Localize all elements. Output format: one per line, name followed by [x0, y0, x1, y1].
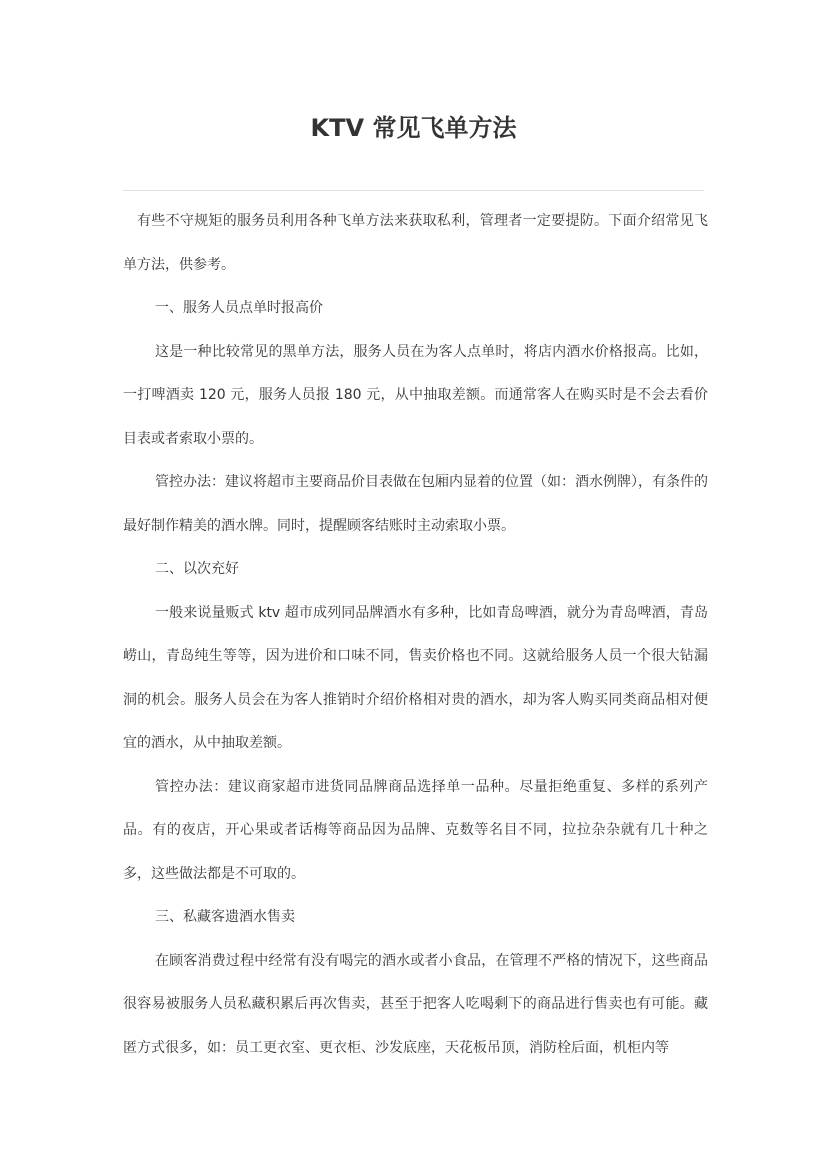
paragraph-1: 这是一种比较常见的黑单方法，服务人员在为客人点单时，将店内酒水价格报高。比如，一打啤酒卖 120 元，服务人员报 180 元，从中抽取差额。而通常客人在购买时是不会去看价目表或者索取小票的。 — [123, 343, 708, 447]
section-heading-3: 三、私藏客遗酒水售卖 — [155, 909, 295, 925]
paragraph-3: 在顾客消费过程中经常有没有喝完的酒水或者小食品，在管理不严格的情况下，这些商品很容易被服务人员私藏积累后再次售卖，甚至于把客人吃喝剩下的商品进行售卖也有可能。藏匿方式很多，如：员工更衣室、更衣柜、沙发底座，天花板吊顶，消防栓后面，机柜内等 — [123, 952, 708, 1056]
paragraph-2: 一般来说量贩式 ktv 超市成列同品牌酒水有多种，比如青岛啤酒，就分为青岛啤酒，青岛崂山，青岛纯生等等，因为进价和口味不同，售卖价格也不同。这就给服务人员一个很大钻漏洞的机会。服务人员会在为客人推销时介绍价格相对贵的酒水，却为客人购买同类商品相对便宜的酒水，从中抽取差额。 — [123, 604, 708, 751]
document-body — [123, 200, 708, 1070]
section-heading-1: 一、服务人员点单时报高价 — [155, 300, 323, 316]
intro-paragraph: 有些不守规矩的服务员利用各种飞单方法来获取私利，管理者一定要提防。下面介绍常见飞单方法，供参考。 — [123, 213, 708, 273]
control-method-2: 管控办法：建议商家超市进货同品牌商品选择单一品种。尽量拒绝重复、多样的系列产品。有的夜店，开心果或者话梅等商品因为品牌、克数等名目不同，拉拉杂杂就有几十种之多，这些做法都是不可取的。 — [123, 778, 708, 882]
control-method-1: 管控办法：建议将超市主要商品价目表做在包厢内显着的位置（如：酒水例牌），有条件的最好制作精美的酒水牌。同时，提醒顾客结账时主动索取小票。 — [123, 474, 708, 534]
section-heading-2: 二、以次充好 — [155, 561, 239, 577]
document-title: KTV 常见飞单方法 — [310, 114, 517, 142]
title-divider — [123, 190, 704, 191]
